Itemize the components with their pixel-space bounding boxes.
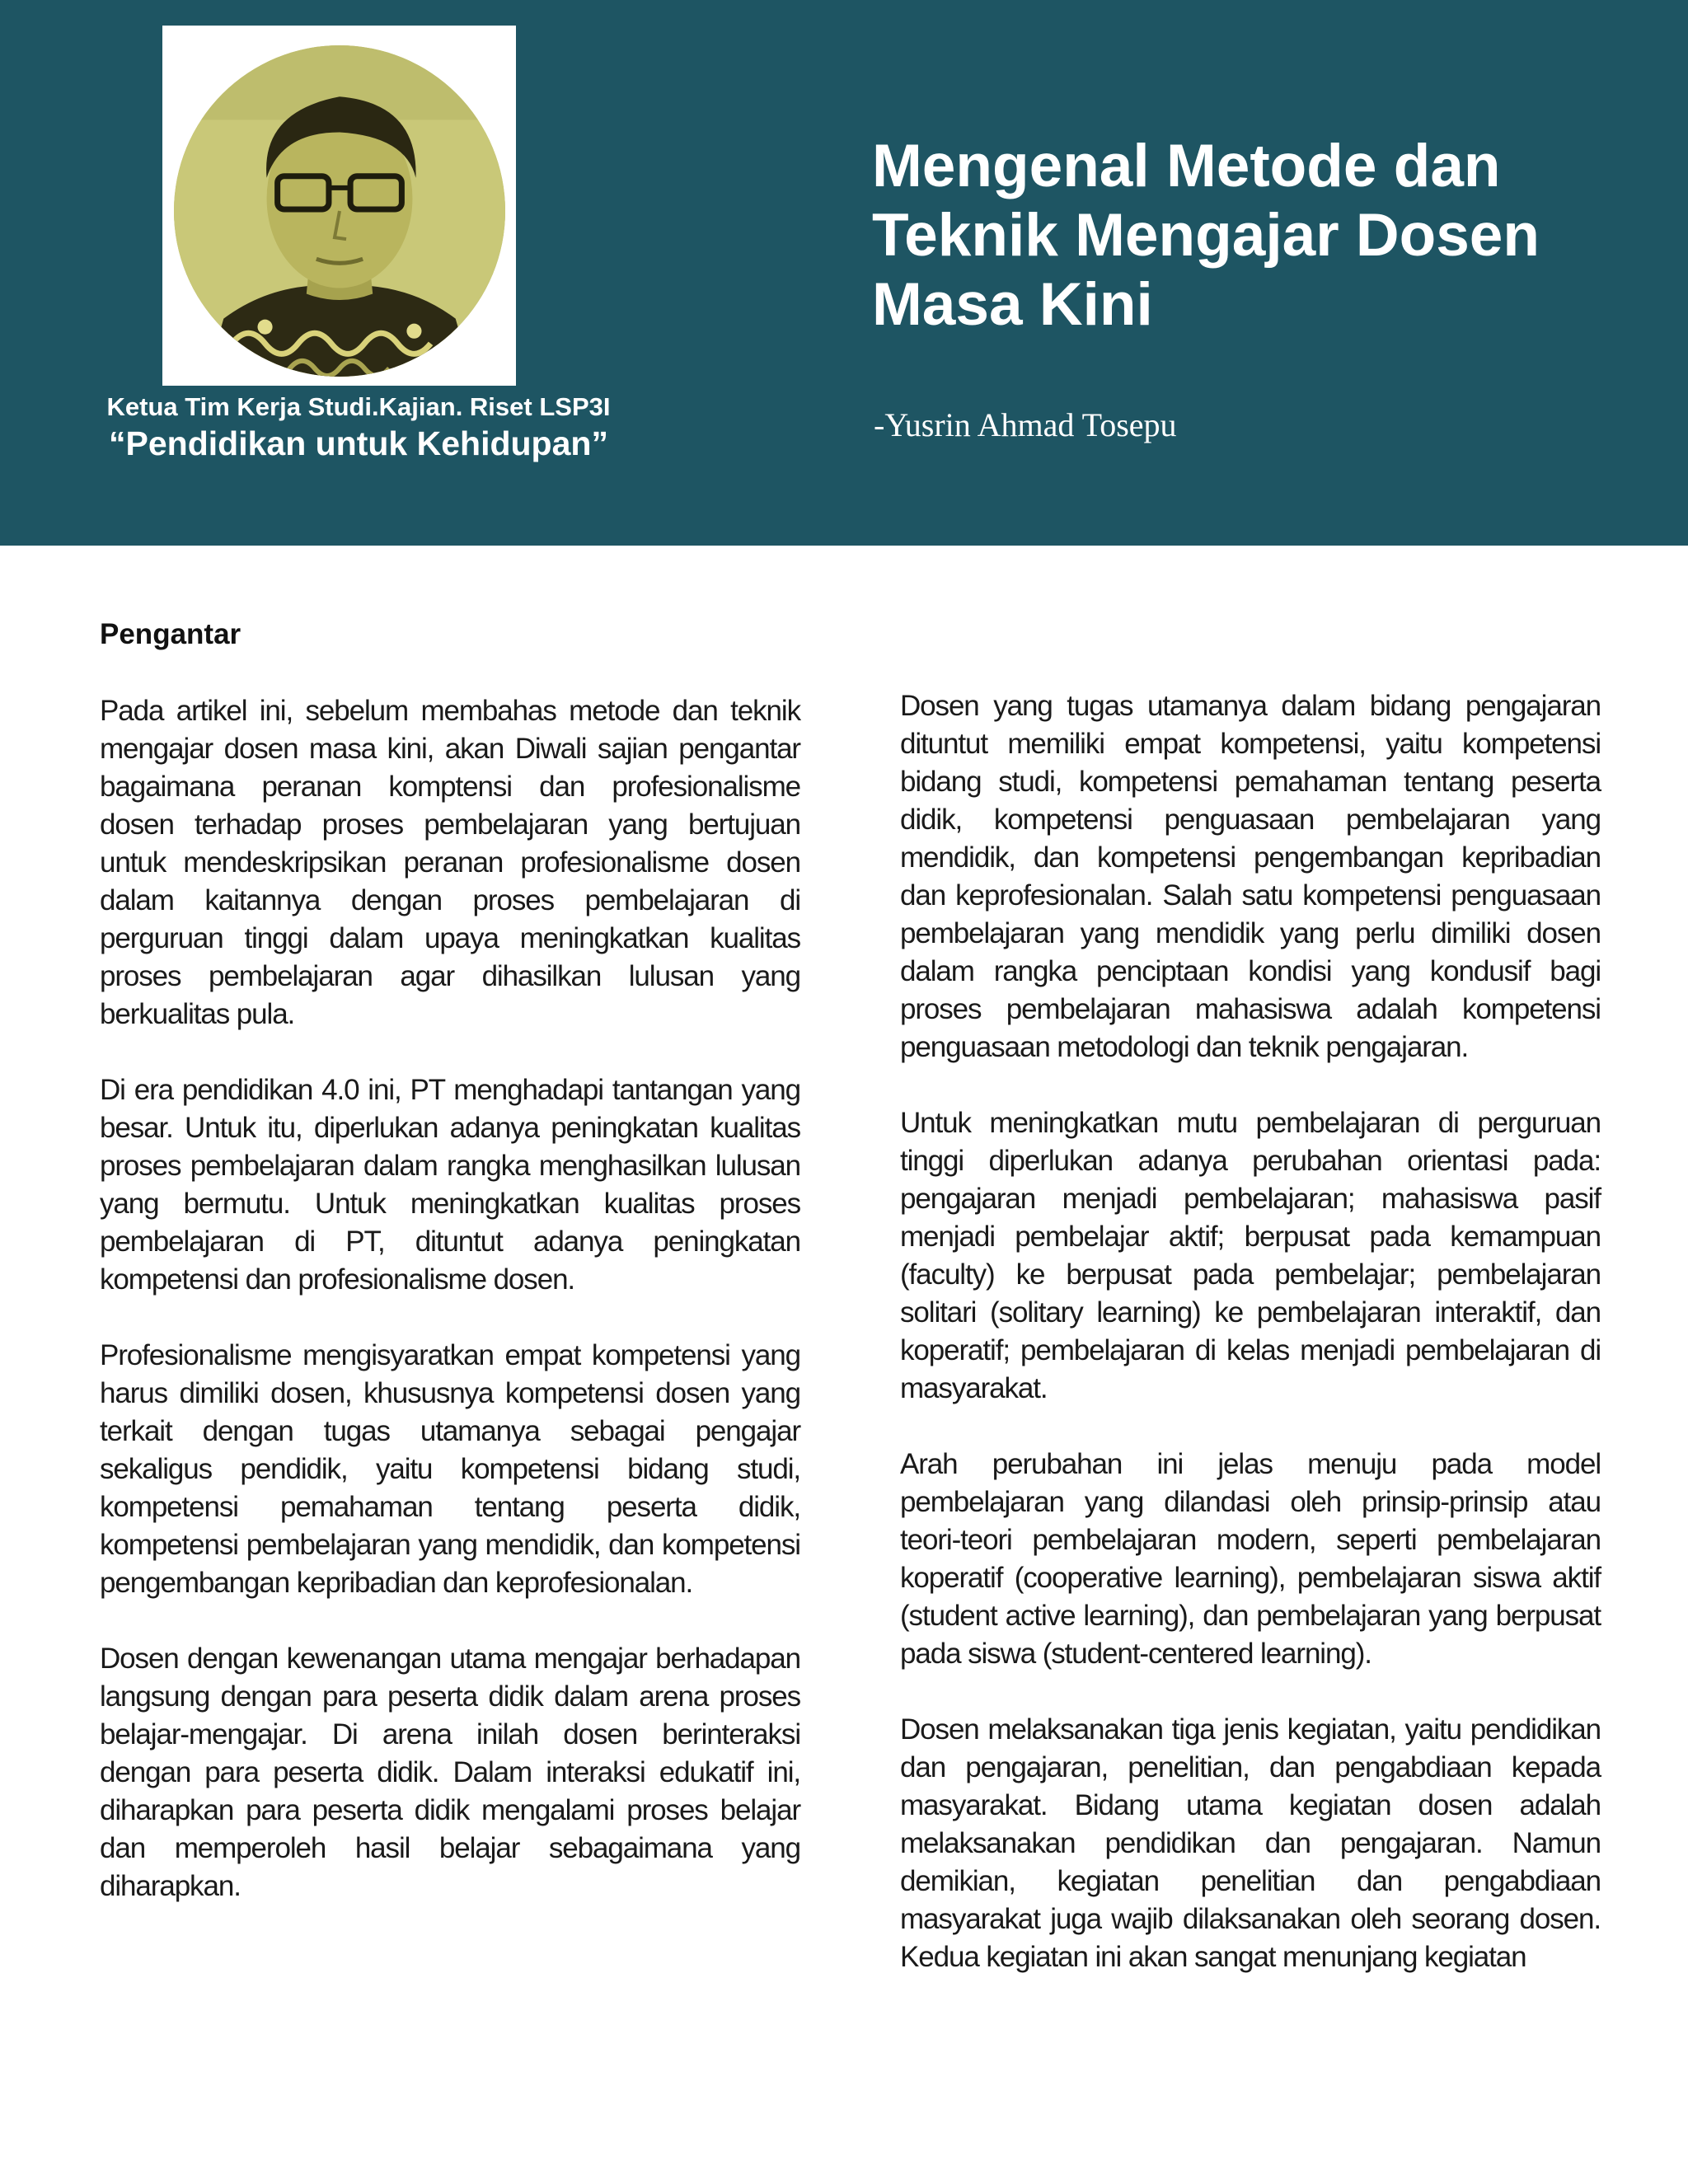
author-byline: -Yusrin Ahmad Tosepu	[874, 406, 1177, 443]
author-role-caption: Ketua Tim Kerja Studi.Kajian. Riset LSP3I	[106, 392, 611, 421]
section-heading: Pengantar	[100, 618, 241, 650]
header-banner	[0, 0, 1688, 546]
paragraph: Arah perubahan ini jelas menuju pada model pembelajaran yang dilandasi oleh prinsip-prinsip atau teori-teori pembelajaran modern, seperti pembelajaran koperatif (cooperative learning), pembelajaran siswa aktif (student active learning), dan pembelajaran yang berpusat pada siswa (student-centered learning).	[900, 1448, 1601, 1670]
left-column	[100, 692, 800, 1943]
paragraph: Dosen dengan kewenangan utama mengajar berhadapan langsung dengan para peserta didik dalam arena proses belajar-mengajar. Di arena inilah dosen berinteraksi dengan para peserta didik. Dalam interaksi edukatif ini, diharapkan para peserta didik mengalami proses belajar dan memperoleh hasil belajar sebagaimana yang diharapkan.	[100, 1643, 800, 1902]
motto-caption: “Pendidikan untuk Kehidupan”	[109, 424, 608, 462]
right-column	[900, 687, 1601, 2014]
author-portrait-photo	[174, 45, 505, 377]
article-title: Mengenal Metode dan Teknik Mengajar Dosen Masa Kini	[872, 133, 1540, 338]
paragraph: Dosen melaksanakan tiga jenis kegiatan, yaitu pendidikan dan pengajaran, penelitian, dan pengabdiaan kepada masyarakat. Bidang utama kegiatan dosen adalah melaksanakan pendidikan dan pengajaran. Namun demikian, kegiatan penelitian dan pengabdiaan masyarakat juga wajib dilaksanakan oleh seorang dosen. Kedua kegiatan ini akan sangat menunjang kegiatan	[900, 1713, 1601, 1973]
paragraph: Di era pendidikan 4.0 ini, PT menghadapi tantangan yang besar. Untuk itu, diperlukan adanya peningkatan kualitas proses pembelajaran dalam rangka menghasilkan lulusan yang bermutu. Untuk meningkatkan kualitas proses pembelajaran di PT, dituntut adanya peningkatan kompetensi dan profesionalisme dosen.	[100, 1074, 800, 1296]
paragraph: Pada artikel ini, sebelum membahas metode dan teknik mengajar dosen masa kini, akan Diwali sajian pengantar bagaimana peranan komptensi dan profesionalisme dosen terhadap proses pembelajaran yang bertujuan untuk mendeskripsikan peranan profesionalisme dosen dalam kaitannya dengan proses pembelajaran di perguruan tinggi dalam upaya meningkatkan kualitas proses pembelajaran agar dihasilkan lulusan yang berkualitas pula.	[100, 695, 800, 1030]
paragraph: Profesionalisme mengisyaratkan empat kompetensi yang harus dimiliki dosen, khususnya kompetensi dosen yang terkait dengan tugas utamanya sebagai pengajar sekaligus pendidik, yaitu kompetensi bidang studi, kompetensi pemahaman tentang peserta didik, kompetensi pembelajaran yang mendidik, dan kompetensi pengembangan kepribadian dan keprofesionalan.	[100, 1339, 800, 1599]
author-photo-frame	[162, 26, 516, 386]
paragraph: Untuk meningkatkan mutu pembelajaran di perguruan tinggi diperlukan adanya perubahan orientasi pada: pengajaran menjadi pembelajaran; mahasiswa pasif menjadi pembelajar aktif; berpusat pada kemampuan (faculty) ke berpusat pada pembelajar; pembelajaran solitari (solitary learning) ke pembelajaran interaktif, dan koperatif; pembelajaran di kelas menjadi pembelajaran di masyarakat.	[900, 1107, 1601, 1404]
paragraph: Dosen yang tugas utamanya dalam bidang pengajaran dituntut memiliki empat kompetensi, yaitu kompetensi bidang studi, kompetensi pemahaman tentang peserta didik, kompetensi penguasaan pembelajaran yang mendidik, dan kompetensi pengembangan kepribadian dan keprofesionalan. Salah satu kompetensi penguasaan pembelajaran yang mendidik yang perlu dimiliki dosen dalam rangka penciptaan kondisi yang kondusif bagi proses pembelajaran mahasiswa adalah kompetensi penguasaan metodologi dan teknik pengajaran.	[900, 690, 1601, 1063]
